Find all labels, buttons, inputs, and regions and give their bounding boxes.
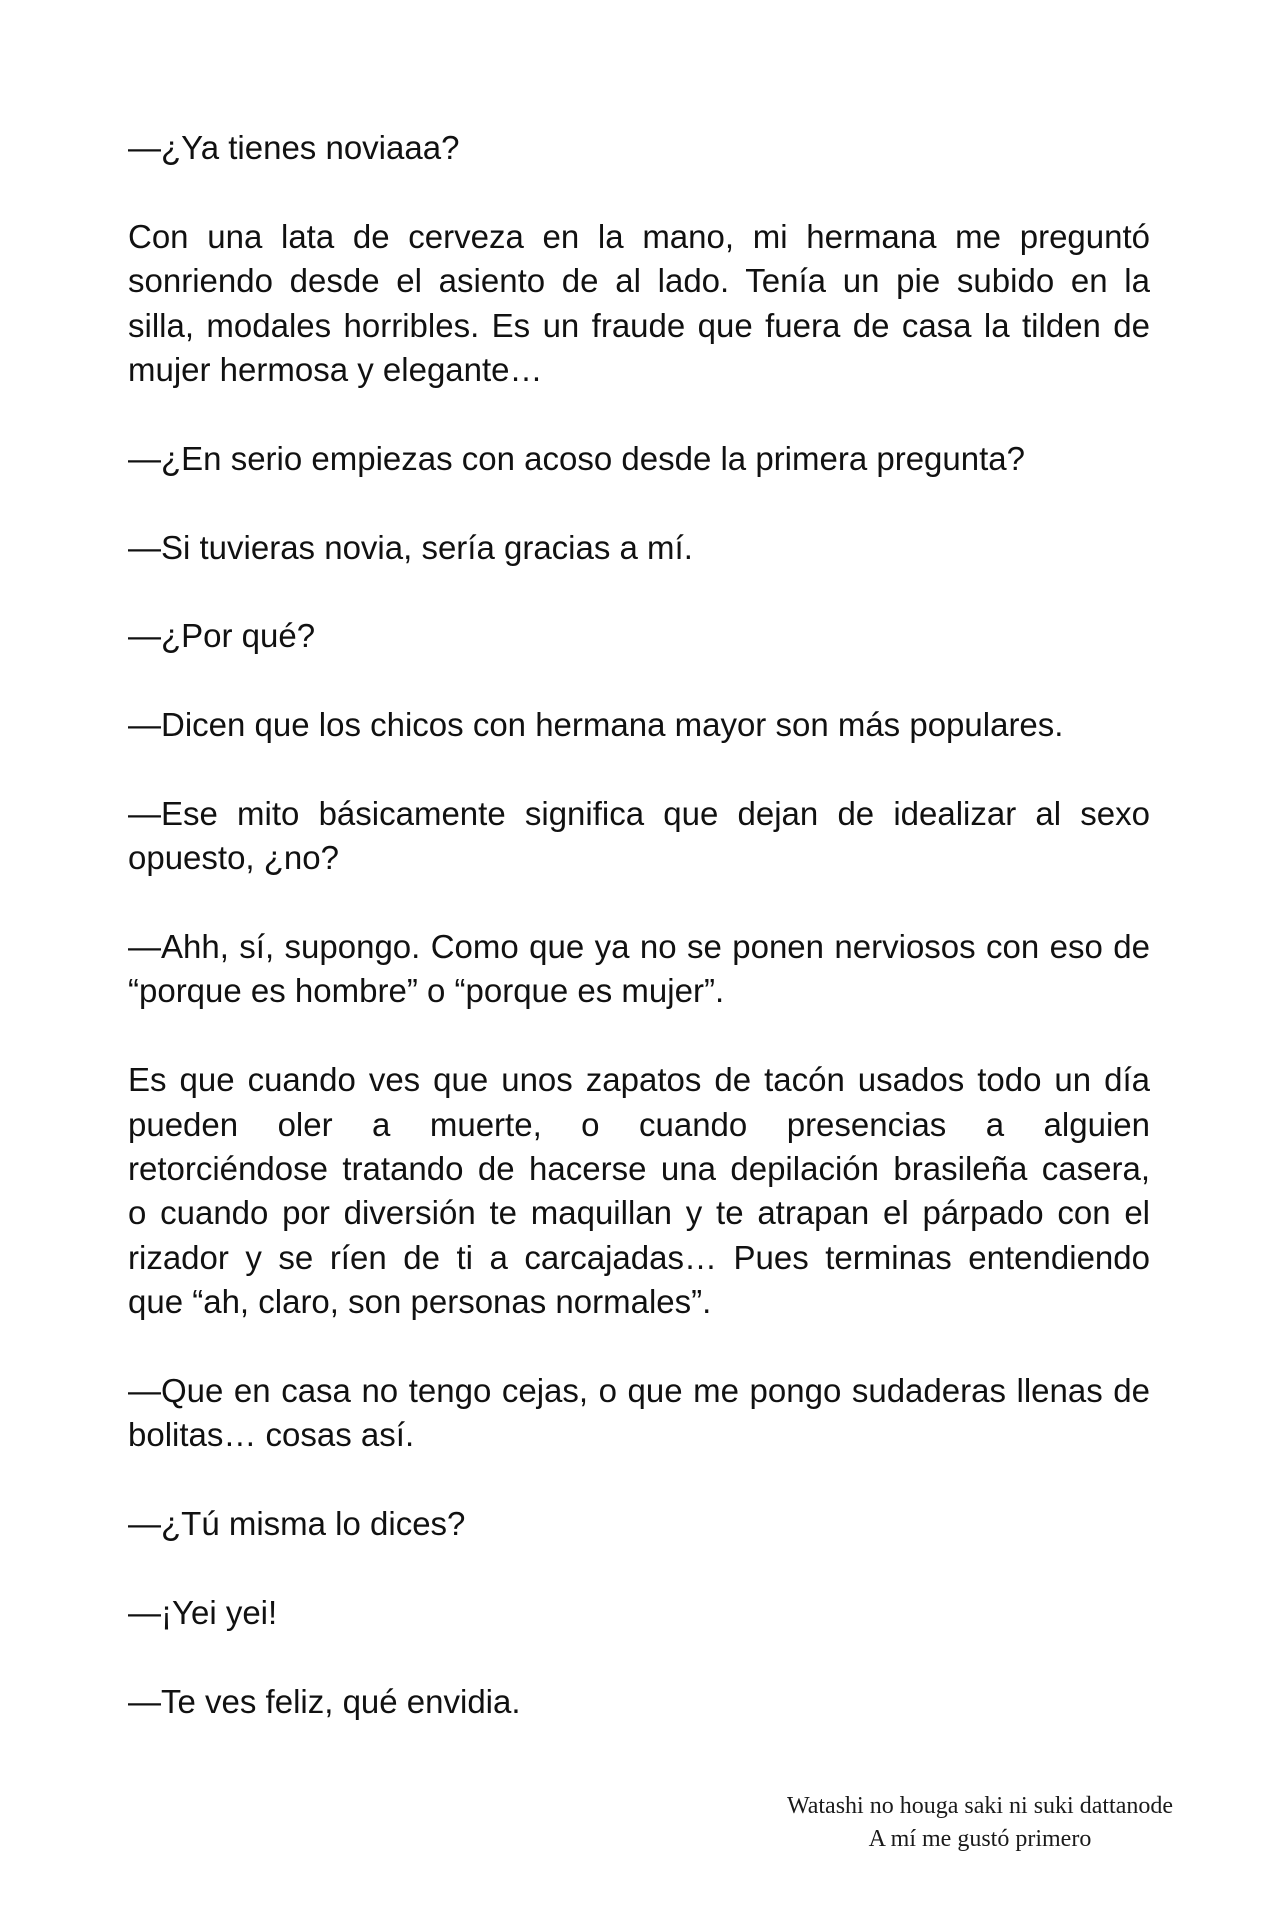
paragraph-dialogue <box>128 1680 1150 1724</box>
text-line: —¿Por qué? <box>128 617 316 655</box>
text-line: sonriendo desde el asiento de al lado. Tenía un pie subido en la <box>128 262 1150 300</box>
text-line: —¡Yei yei! <box>128 1593 278 1631</box>
text-line: —¿Tú misma lo dices? <box>128 1505 466 1543</box>
footer-original-title: Watashi no houga saki ni suki dattanode <box>787 1793 1173 1819</box>
text-line: o cuando por diversión te maquillan y te atrapan el párpado con el <box>128 1194 1150 1232</box>
text-line: mujer hermosa y elegante… <box>128 350 543 388</box>
text-line: —Ahh, sí, supongo. Como que ya no se ponen nerviosos con eso de <box>128 928 1150 966</box>
paragraph-dialogue <box>128 437 1150 481</box>
text-line: —Dicen que los chicos con hermana mayor son más populares. <box>128 706 1064 744</box>
paragraph-dialogue <box>128 526 1150 570</box>
text-line: —¿En serio empiezas con acoso desde la primera pregunta? <box>128 439 1025 477</box>
text-line: rizador y se ríen de ti a carcajadas… Pues terminas entendiendo <box>128 1238 1150 1276</box>
paragraph-dialogue <box>128 614 1150 658</box>
paragraph-narration <box>128 1058 1150 1324</box>
text-line: pueden oler a muerte, o cuando presencias a alguien <box>128 1105 1150 1143</box>
text-line: que “ah, claro, son personas normales”. <box>128 1283 712 1321</box>
page-footer <box>760 1790 1200 1856</box>
text-line: —¿Ya tienes noviaaa? <box>128 129 460 166</box>
paragraph-dialogue <box>128 792 1150 881</box>
text-line: silla, modales horribles. Es un fraude que fuera de casa la tilden de <box>128 306 1150 344</box>
text-line: Con una lata de cerveza en la mano, mi hermana me preguntó <box>128 217 1150 255</box>
text-line: opuesto, ¿no? <box>128 839 339 877</box>
paragraph-narration <box>128 215 1150 393</box>
text-line: retorciéndose tratando de hacerse una depilación brasileña casera, <box>128 1149 1150 1187</box>
footer-translated-title: A mí me gustó primero <box>868 1826 1092 1852</box>
paragraph-dialogue <box>128 703 1150 747</box>
paragraph-dialogue <box>128 126 1150 170</box>
text-line: Es que cuando ves que unos zapatos de tacón usados todo un día <box>128 1061 1150 1099</box>
paragraph-dialogue <box>128 925 1150 1014</box>
text-line: —Ese mito básicamente significa que dejan de idealizar al sexo <box>128 794 1150 832</box>
paragraph-dialogue <box>128 1591 1150 1635</box>
text-line: —Que en casa no tengo cejas, o que me pongo sudaderas llenas de <box>128 1371 1150 1409</box>
text-line: “porque es hombre” o “porque es mujer”. <box>128 972 725 1010</box>
text-line: —Si tuvieras novia, sería gracias a mí. <box>128 528 693 566</box>
paragraph-dialogue <box>128 1369 1150 1458</box>
text-line: bolitas… cosas así. <box>128 1416 415 1454</box>
text-line: —Te ves feliz, qué envidia. <box>128 1682 521 1720</box>
body-text <box>128 126 1150 1768</box>
paragraph-dialogue <box>128 1502 1150 1546</box>
